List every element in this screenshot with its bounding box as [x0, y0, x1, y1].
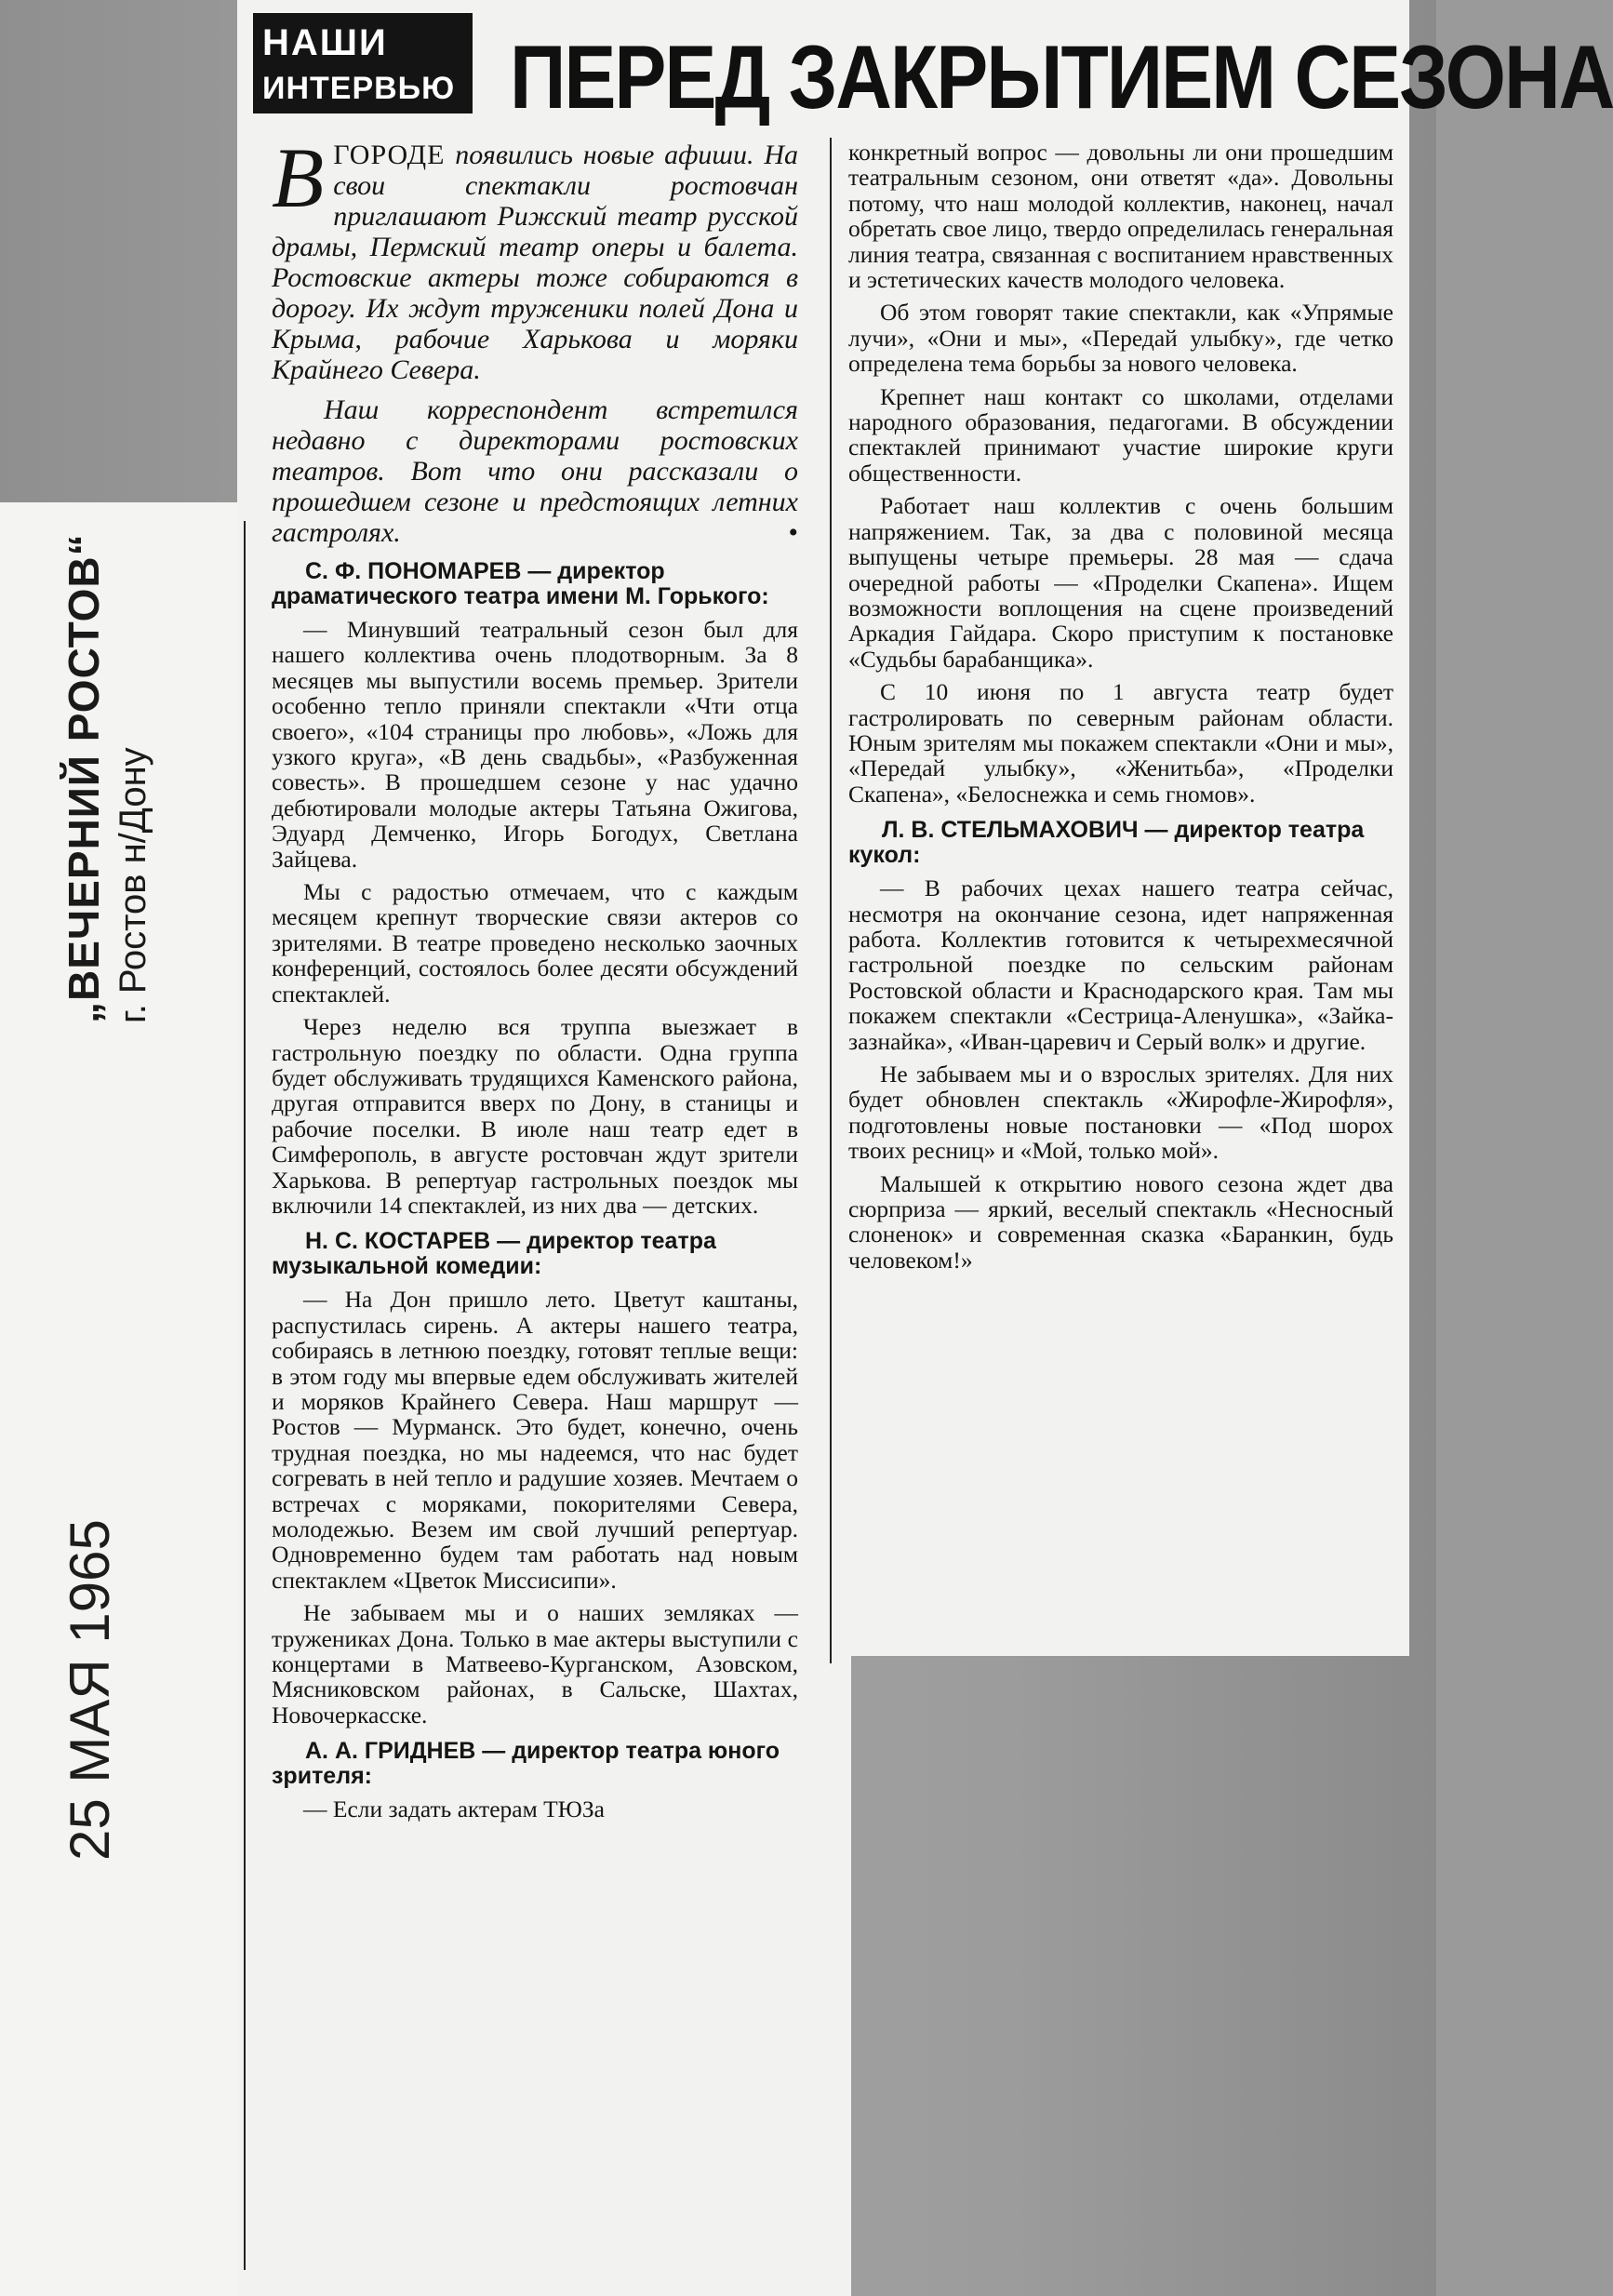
speaker-heading: С. Ф. ПОНОМАРЕВ — директор драматического театра имени М. Горького: [272, 558, 769, 609]
clipping-edge-line [244, 521, 246, 2270]
paragraph: Крепнет наш контакт со школами, отделами народного образования, педагогами. В обсуждении спектаклей принимают участие широкие круги общественности. [848, 382, 1393, 487]
paragraph: — Если задать актерам ТЮЗа [303, 1795, 605, 1823]
lead-text: появились новые афиши. На свои спектакли ростовчан приглашают Рижский театр русской драмы, Пермский театр оперы и балета. Ростовские актеры тоже собираются в дорогу. Их ждут труженики полей Дона и Крыма, рабочие Харькова и моряки Крайнего Севера. [272, 140, 798, 385]
city-stamp: г. Ростов н/Дону [113, 747, 153, 1023]
lead-paragraph-2 [272, 394, 798, 548]
rubric-box [253, 13, 473, 113]
drop-cap: В [272, 130, 325, 225]
paragraph: С 10 июня по 1 августа театр будет гастролировать по северным районам области. Юным зрителям мы покажем спектакли «Они и мы», «Передай улыбку», «Женитьба», «Проделки Скапена», «Белоснежка и семь гномов». [848, 678, 1393, 808]
paragraph: — Минувший театральный сезон был для нашего коллектива очень плодотворным. За 8 месяцев мы выпустили восемь премьер. Зрители особенно тепло приняли спектакли «Чти отца своего», «104 страницы про любовь», «Ложь для узкого круга», «В день свадьбы», «Разбуженная совесть». В прошедшем сезоне у нас удачно дебютировали молодые актеры Татьяна Ожигова, Эдуард Демченко, Игорь Богодух, Светлана Зайцева. [272, 616, 798, 873]
article-column-right [848, 140, 1393, 1280]
paragraph: Работает наш коллектив с очень большим напряжением. Так, за два с половиной месяца выпущены четыре премьеры. 28 мая — сдача очередной работы — «Проделки Скапена». Ищем возможности воплощения на сцене произведений Аркадия Гайдара. Скоро приступим к постановке «Судьбы барабанщика». [848, 492, 1393, 673]
bullet: • [788, 517, 798, 548]
paragraph: конкретный вопрос — довольны ли они прошедшим театральным сезоном, они ответят «да». Довольны потому, что наш молодой коллектив, наконец, начал обретать свое лицо, твердо определилась генеральная линия театра, связанная с воспитанием нравственных и эстетических качеств молодого человека. [848, 139, 1393, 294]
rubric-line-2: ИНТЕРВЬЮ [262, 71, 456, 106]
rubric-line-1: НАШИ [262, 22, 388, 63]
lead-text-2: Наш корреспондент встретился недавно с директорами ростовских театров. Вот что они рассказали о прошедшем сезоне и предстоящих летних гастролях. [272, 394, 798, 548]
paragraph: Мы с радостью отмечаем, что с каждым месяцем крепнут творческие связи актеров со зрителями. В театре проведено несколько заочных конференций, состоялось более десяти обсуждений спектаклей. [272, 878, 798, 1008]
paragraph: Об этом говорят такие спектакли, как «Упрямые лучи», «Они и мы», «Передай улыбку», где четко определена тема борьбы за нового человека. [848, 299, 1393, 378]
lead-paragraph-1 [272, 130, 798, 385]
lead-first-words: ГОРОДЕ [333, 140, 446, 170]
headline: ПЕРЕД ЗАКРЫТИЕМ СЕЗОНА [510, 26, 1613, 127]
article-column-left [272, 130, 798, 1830]
paragraph: Не забываем мы и о взрослых зрителях. Для них будет обновлен спектакль «Жирофле-Жирофля», подготовлены новые постановки — «Под шорох твоих ресниц» и «Мой, только мой». [848, 1061, 1393, 1165]
date-stamp: 25 МАЯ 1965 [59, 1519, 121, 1861]
paragraph: Малышей к открытию нового сезона ждет два сюрприза — яркий, веселый спектакль «Несносный слоненок» и современная сказка «Баранкин, будь человеком!» [848, 1169, 1393, 1274]
speaker-heading: Н. С. КОСТАРЕВ — директор театра музыкальной комедии: [272, 1228, 716, 1280]
speaker-heading: А. А. ГРИДНЕВ — директор театра юного зрителя: [272, 1738, 780, 1790]
speaker-heading: Л. В. СТЕЛЬМАХОВИЧ — директор театра кукол: [848, 817, 1365, 869]
paragraph: Не забываем мы и о наших земляках — тружениках Дона. Только в мае актеры выступили с концертами в Матвеево-Курганском, Азовском, Мясниковском районах, в Сальске, Шахтах, Новочеркасске. [272, 1599, 798, 1729]
column-divider [830, 138, 832, 1663]
newspaper-stamp: „ВЕЧЕРНИЙ РОСТОВ“ [60, 533, 108, 1023]
paragraph: Через неделю вся труппа выезжает в гастрольную поездку по области. Одна группа будет обслуживать трудящихся Каменского района, другая отправится вверх по Дону, в станицы и рабочие поселки. В июле наш театр едет в Симферополь, в августе ростовчан ждут зрители Харькова. В репертуар гастрольных поездок мы включили 14 спектаклей, из них два — детских. [272, 1013, 798, 1219]
paragraph: — В рабочих цехах нашего театра сейчас, несмотря на окончание сезона, идет напряженная работа. Коллектив готовится к четырехмесячной гастрольной поездке по сельским районам Ростовской области и Краснодарского края. Там мы покажем спектакли «Сестрица-Аленушка», «Зайка-зазнайка», «Иван-царевич и Серый волк» и другие. [848, 874, 1393, 1055]
paragraph: — На Дон пришло лето. Цветут каштаны, распустилась сирень. А актеры нашего театра, собираясь в летнюю поездку, готовят теплые вещи: в этом году мы впервые едем обслуживать жителей и моряков Крайнего Севера. Наш маршрут — Ростов — Мурманск. Это будет, конечно, очень трудная поездка, но мы надеемся, что нас будет согревать в ней тепло и радушие хозяев. Мечтаем о встречах с моряками, покорителями Севера, молодежью. Везем им свой лучший репертуар. Одновременно будем там работать над новым спектаклем «Цветок Миссисипи». [272, 1286, 798, 1594]
